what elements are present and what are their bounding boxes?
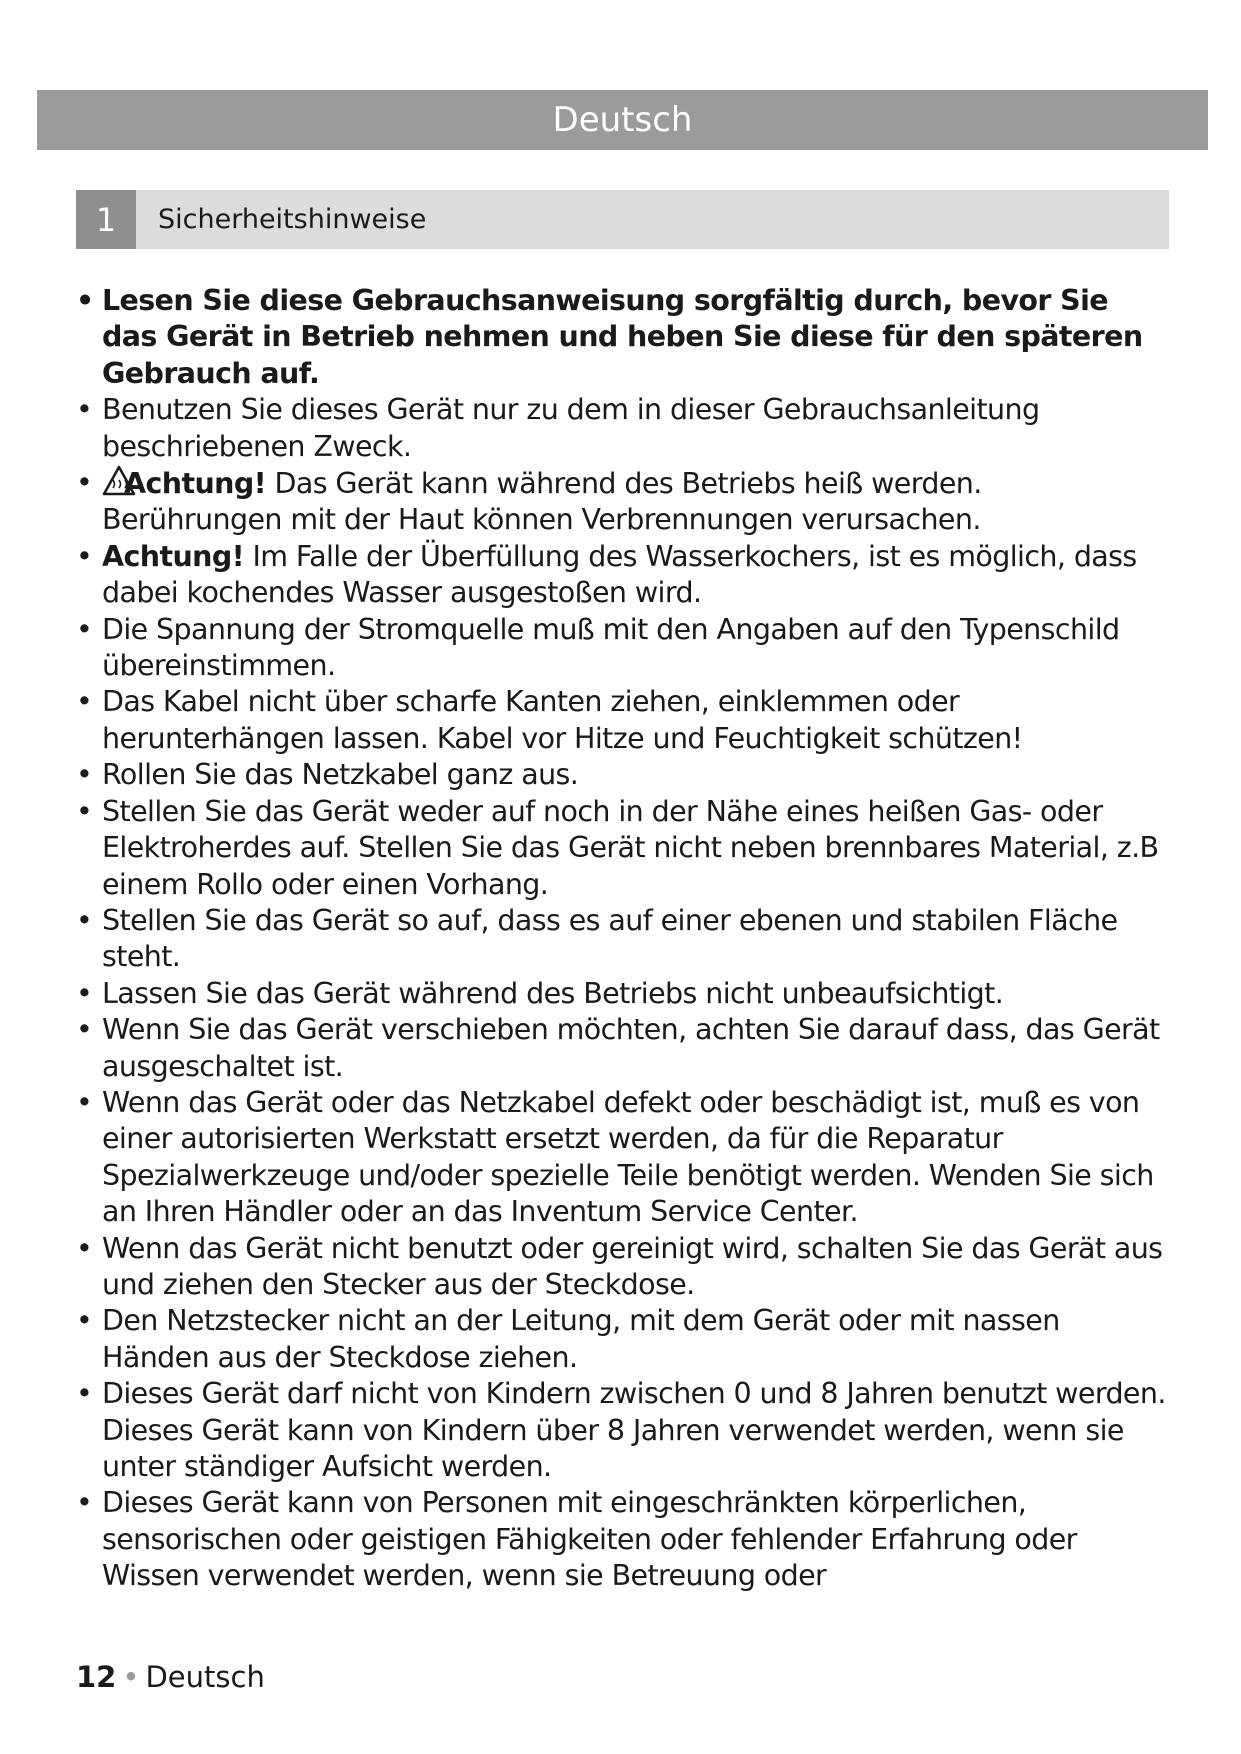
- list-item: [76, 684, 1166, 757]
- bullet: •: [76, 466, 93, 500]
- bullet: •: [76, 903, 93, 937]
- list-item: [76, 1231, 1166, 1304]
- bullet: •: [76, 976, 93, 1010]
- list-item: [76, 1376, 1166, 1485]
- item-text: Lesen Sie diese Gebrauchsanweisung sorgfältig durch, bevor Sie das Gerät in Betrieb nehmen und heben Sie diese für den späteren Gebrauch auf.: [102, 284, 1143, 390]
- list-item: [76, 1485, 1166, 1594]
- section-heading: [76, 190, 1169, 249]
- list-item: [76, 976, 1166, 1012]
- bullet: •: [76, 284, 94, 317]
- bullet: •: [76, 1304, 93, 1338]
- item-text: Stellen Sie das Gerät weder auf noch in der Nähe eines heißen Gas- oder Elektroherdes auf. Stellen Sie das Gerät nicht neben brennbares Material, z.B einem Rollo oder einen Vorhang.: [102, 794, 1159, 901]
- item-text: Rollen Sie das Netzkabel ganz aus.: [102, 758, 579, 792]
- list-item: [76, 539, 1166, 612]
- item-text: Wenn das Gerät nicht benutzt oder gereinigt wird, schalten Sie das Gerät aus und ziehen den Stecker aus der Steckdose.: [102, 1231, 1163, 1301]
- bullet: •: [76, 1085, 93, 1119]
- warning-triangle-icon: [102, 465, 136, 497]
- item-text: Dieses Gerät kann von Personen mit eingeschränkten körperlichen, sensorischen oder geistigen Fähigkeiten oder fehlender Erfahrung oder Wissen verwendet werden, wenn sie Betreuung oder: [102, 1486, 1077, 1593]
- warning-lead: Achtung!: [102, 539, 245, 573]
- item-text: Die Spannung der Stromquelle muß mit den Angaben auf den Typenschild übereinstimmen.: [102, 612, 1120, 683]
- item-text: Dieses Gerät darf nicht von Kindern zwischen 0 und 8 Jahren benutzt werden. Dieses Gerät kann von Kindern über 8 Jahren verwendet werden, wenn sie unter ständiger Aufsicht werden.: [102, 1377, 1166, 1483]
- safety-instructions-list: [76, 283, 1166, 1595]
- bullet: •: [76, 539, 93, 573]
- item-text: Lassen Sie das Gerät während des Betriebs nicht unbeaufsichtigt.: [102, 976, 1004, 1010]
- list-item: [76, 1012, 1166, 1085]
- bullet: •: [76, 1231, 93, 1265]
- item-text: Stellen Sie das Gerät so auf, dass es auf einer ebenen und stabilen Fläche steht.: [102, 903, 1118, 974]
- bullet: •: [76, 1013, 93, 1047]
- section-title: Sicherheitshinweise: [158, 204, 427, 235]
- bullet: •: [76, 794, 93, 828]
- item-text: Das Kabel nicht über scharfe Kanten ziehen, einklemmen oder herunterhängen lassen. Kabel vor Hitze und Feuchtigkeit schützen!: [102, 685, 1023, 755]
- item-text: Den Netzstecker nicht an der Leitung, mit dem Gerät oder mit nassen Händen aus der Steckdose ziehen.: [102, 1304, 1060, 1374]
- page-footer: [76, 1660, 265, 1694]
- list-item: [76, 903, 1166, 976]
- item-text: Benutzen Sie dieses Gerät nur zu dem in dieser Gebrauchsanleitung beschriebenen Zweck.: [102, 393, 1040, 463]
- list-item: [76, 465, 1166, 539]
- item-text: Das Gerät kann während des Betriebs heiß werden. Berührungen mit der Haut können Verbrennungen verursachen.: [102, 467, 982, 537]
- page-number: 12: [76, 1660, 117, 1694]
- list-item: [76, 392, 1166, 465]
- language-banner-label: Deutsch: [552, 100, 693, 140]
- bullet: •: [76, 612, 93, 646]
- list-item: [76, 283, 1166, 392]
- bullet: •: [76, 758, 93, 792]
- section-number: 1: [76, 190, 136, 249]
- list-item: [76, 612, 1166, 685]
- list-item: [76, 1303, 1166, 1376]
- bullet: •: [76, 393, 93, 427]
- list-item: [76, 1085, 1166, 1231]
- bullet: •: [76, 1486, 93, 1520]
- footer-language: Deutsch: [145, 1660, 265, 1694]
- bullet: •: [76, 685, 93, 719]
- footer-separator: •: [122, 1660, 140, 1694]
- item-text: Im Falle der Überfüllung des Wasserkochers, ist es möglich, dass dabei kochendes Wasser ausgestoßen wird.: [102, 539, 1137, 610]
- warning-lead: Achtung!: [124, 467, 267, 501]
- list-item: [76, 757, 1166, 793]
- language-banner: [37, 90, 1208, 150]
- item-text: Wenn Sie das Gerät verschieben möchten, achten Sie darauf dass, das Gerät ausgeschaltet ist.: [102, 1013, 1160, 1083]
- bullet: •: [76, 1377, 93, 1411]
- list-item: [76, 794, 1166, 903]
- item-text: Wenn das Gerät oder das Netzkabel defekt oder beschädigt ist, muß es von einer autorisierten Werkstatt ersetzt werden, da für die Reparatur Spezialwerkzeuge und/oder spezielle Teile benötigt werden. Wenden Sie sich an Ihren Händler oder an das Inventum Service Center.: [102, 1085, 1154, 1229]
